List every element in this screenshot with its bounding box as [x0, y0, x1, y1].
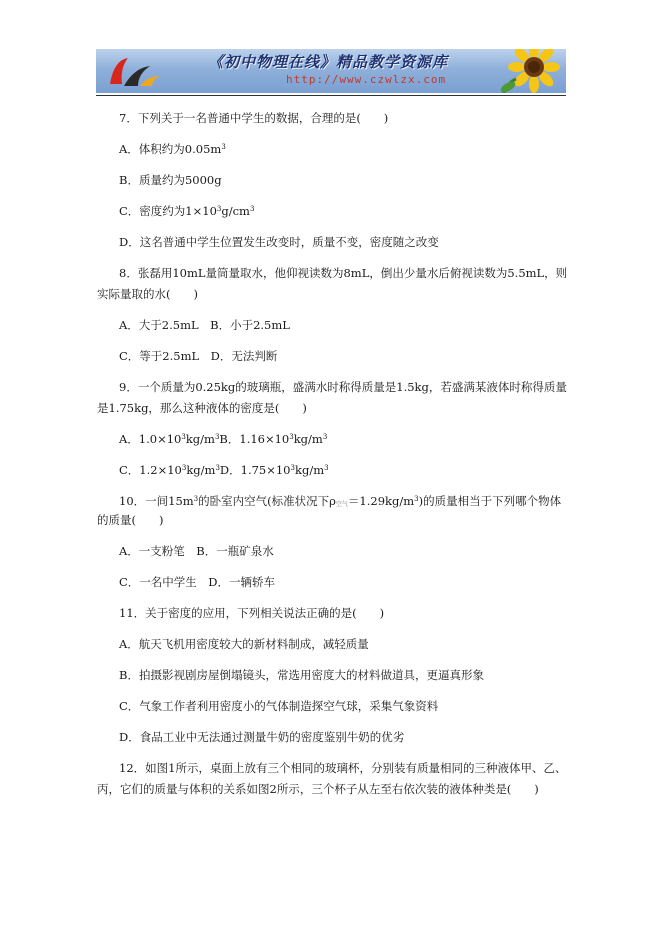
- q7-option-c-sup: 3: [216, 205, 222, 213]
- banner-url[interactable]: http://www.czwlzx.com: [286, 73, 447, 86]
- q7-option-c: [119, 203, 254, 219]
- q9-option-a-text: A．1.0×10: [119, 432, 182, 446]
- q11-option-d: D．食品工业中无法通过测量牛奶的密度鉴别牛奶的优劣: [119, 730, 405, 744]
- q9-option-a-unit: kg/m: [185, 432, 215, 446]
- q9-option-d-unit: kg/m: [294, 463, 325, 477]
- q7-option-b: B．质量约为5000g: [119, 173, 222, 187]
- q10-stem-sup2: 3: [414, 495, 419, 503]
- q7-option-c-unit: g/cm: [221, 204, 250, 218]
- q9-option-c-sup: 3: [181, 464, 187, 472]
- site-logo-icon: [104, 54, 164, 90]
- q10-stem-d: )的质量相当于下列哪个物体: [418, 494, 562, 508]
- q10-stem-a: 10．一间15m: [119, 494, 194, 508]
- q9-stem-line2: 是1.75kg，那么这种液体的密度是( ): [97, 401, 307, 415]
- q10-stem-sup: 3: [193, 495, 199, 503]
- q8-options-cd: C．等于2.5mL D．无法判断: [119, 349, 278, 363]
- q9-option-b-text: B．1.16×10: [219, 432, 290, 446]
- q9-options-ab: [119, 431, 327, 447]
- q7-option-a: [119, 141, 226, 157]
- q11-option-a: A．航天飞机用密度较大的新材料制成，减轻质量: [119, 637, 369, 651]
- q7-option-c-sup2: 3: [249, 205, 255, 213]
- q7-option-c-text: C．密度约为1×10: [119, 204, 217, 218]
- q10-stem-line1: [119, 493, 561, 509]
- q9-option-a-sup2: 3: [214, 433, 220, 441]
- q9-option-b-sup: 3: [289, 433, 294, 441]
- q9-option-d-sup: 3: [290, 464, 295, 472]
- q10-options-cd: C．一名中学生 D．一辆轿车: [119, 575, 276, 589]
- q11-option-b: B．拍摄影视剧房屋倒塌镜头，常选用密度大的材料做道具，更逼真形象: [119, 668, 484, 682]
- q8-stem-line2: 实际量取的水( ): [97, 287, 198, 301]
- q9-stem-line1: 9．一个质量为0.25kg的玻璃瓶，盛满水时称得质量是1.5kg，若盛满某液体时称得质量: [119, 380, 567, 394]
- q9-option-b-sup2: 3: [322, 433, 328, 441]
- header-banner: [96, 49, 566, 93]
- q7-stem: 7．下列关于一名普通中学生的数据，合理的是( ): [119, 111, 389, 125]
- q9-option-c-text: C．1.2×10: [119, 463, 182, 477]
- banner-title: 《初中物理在线》精品教学资源库: [208, 53, 449, 71]
- q12-stem-line1: 12．如图1所示，桌面上放有三个相同的玻璃杯，分别装有质量相同的三种液体甲、乙、: [119, 761, 567, 775]
- q9-option-c-sup2: 3: [215, 464, 220, 472]
- q10-stem-line2: 的质量( ): [97, 513, 164, 527]
- q7-option-d: D．这名普通中学生位置发生改变时，质量不变，密度随之改变: [119, 235, 439, 249]
- q8-stem-line1: 8．张磊用10mL量筒量取水，他仰视读数为8mL，倒出少量水后俯视读数为5.5mL，则: [119, 266, 568, 280]
- sunflower-icon: [494, 49, 564, 93]
- q10-options-ab: A．一支粉笔 B．一瓶矿泉水: [119, 544, 274, 558]
- q11-stem: 11．关于密度的应用，下列相关说法正确的是( ): [119, 606, 385, 620]
- q9-option-b-unit: kg/m: [293, 432, 323, 446]
- q10-stem-sub: 空气: [335, 501, 348, 508]
- q7-option-a-sup: 3: [221, 143, 226, 151]
- q10-stem-c: ＝1.29kg/m: [347, 494, 415, 508]
- q9-options-cd: [119, 462, 329, 478]
- q9-option-d-sup2: 3: [324, 464, 329, 472]
- q10-stem-b: 的卧室内空气(标准状况下ρ: [198, 494, 336, 508]
- header-rule: [96, 95, 566, 96]
- q9-option-a-sup: 3: [181, 433, 186, 441]
- q7-option-a-text: A．体积约为0.05m: [119, 142, 222, 156]
- q12-stem-line2: 丙，它们的质量与体积的关系如图2所示，三个杯子从左至右依次装的液体种类是( ): [97, 782, 539, 796]
- q9-option-c-unit: kg/m: [186, 463, 216, 477]
- q11-option-c: C．气象工作者利用密度小的气体制造探空气球，采集气象资料: [119, 699, 439, 713]
- q8-options-ab: A．大于2.5mL B．小于2.5mL: [119, 318, 290, 332]
- q9-option-d-text: D．1.75×10: [219, 463, 291, 477]
